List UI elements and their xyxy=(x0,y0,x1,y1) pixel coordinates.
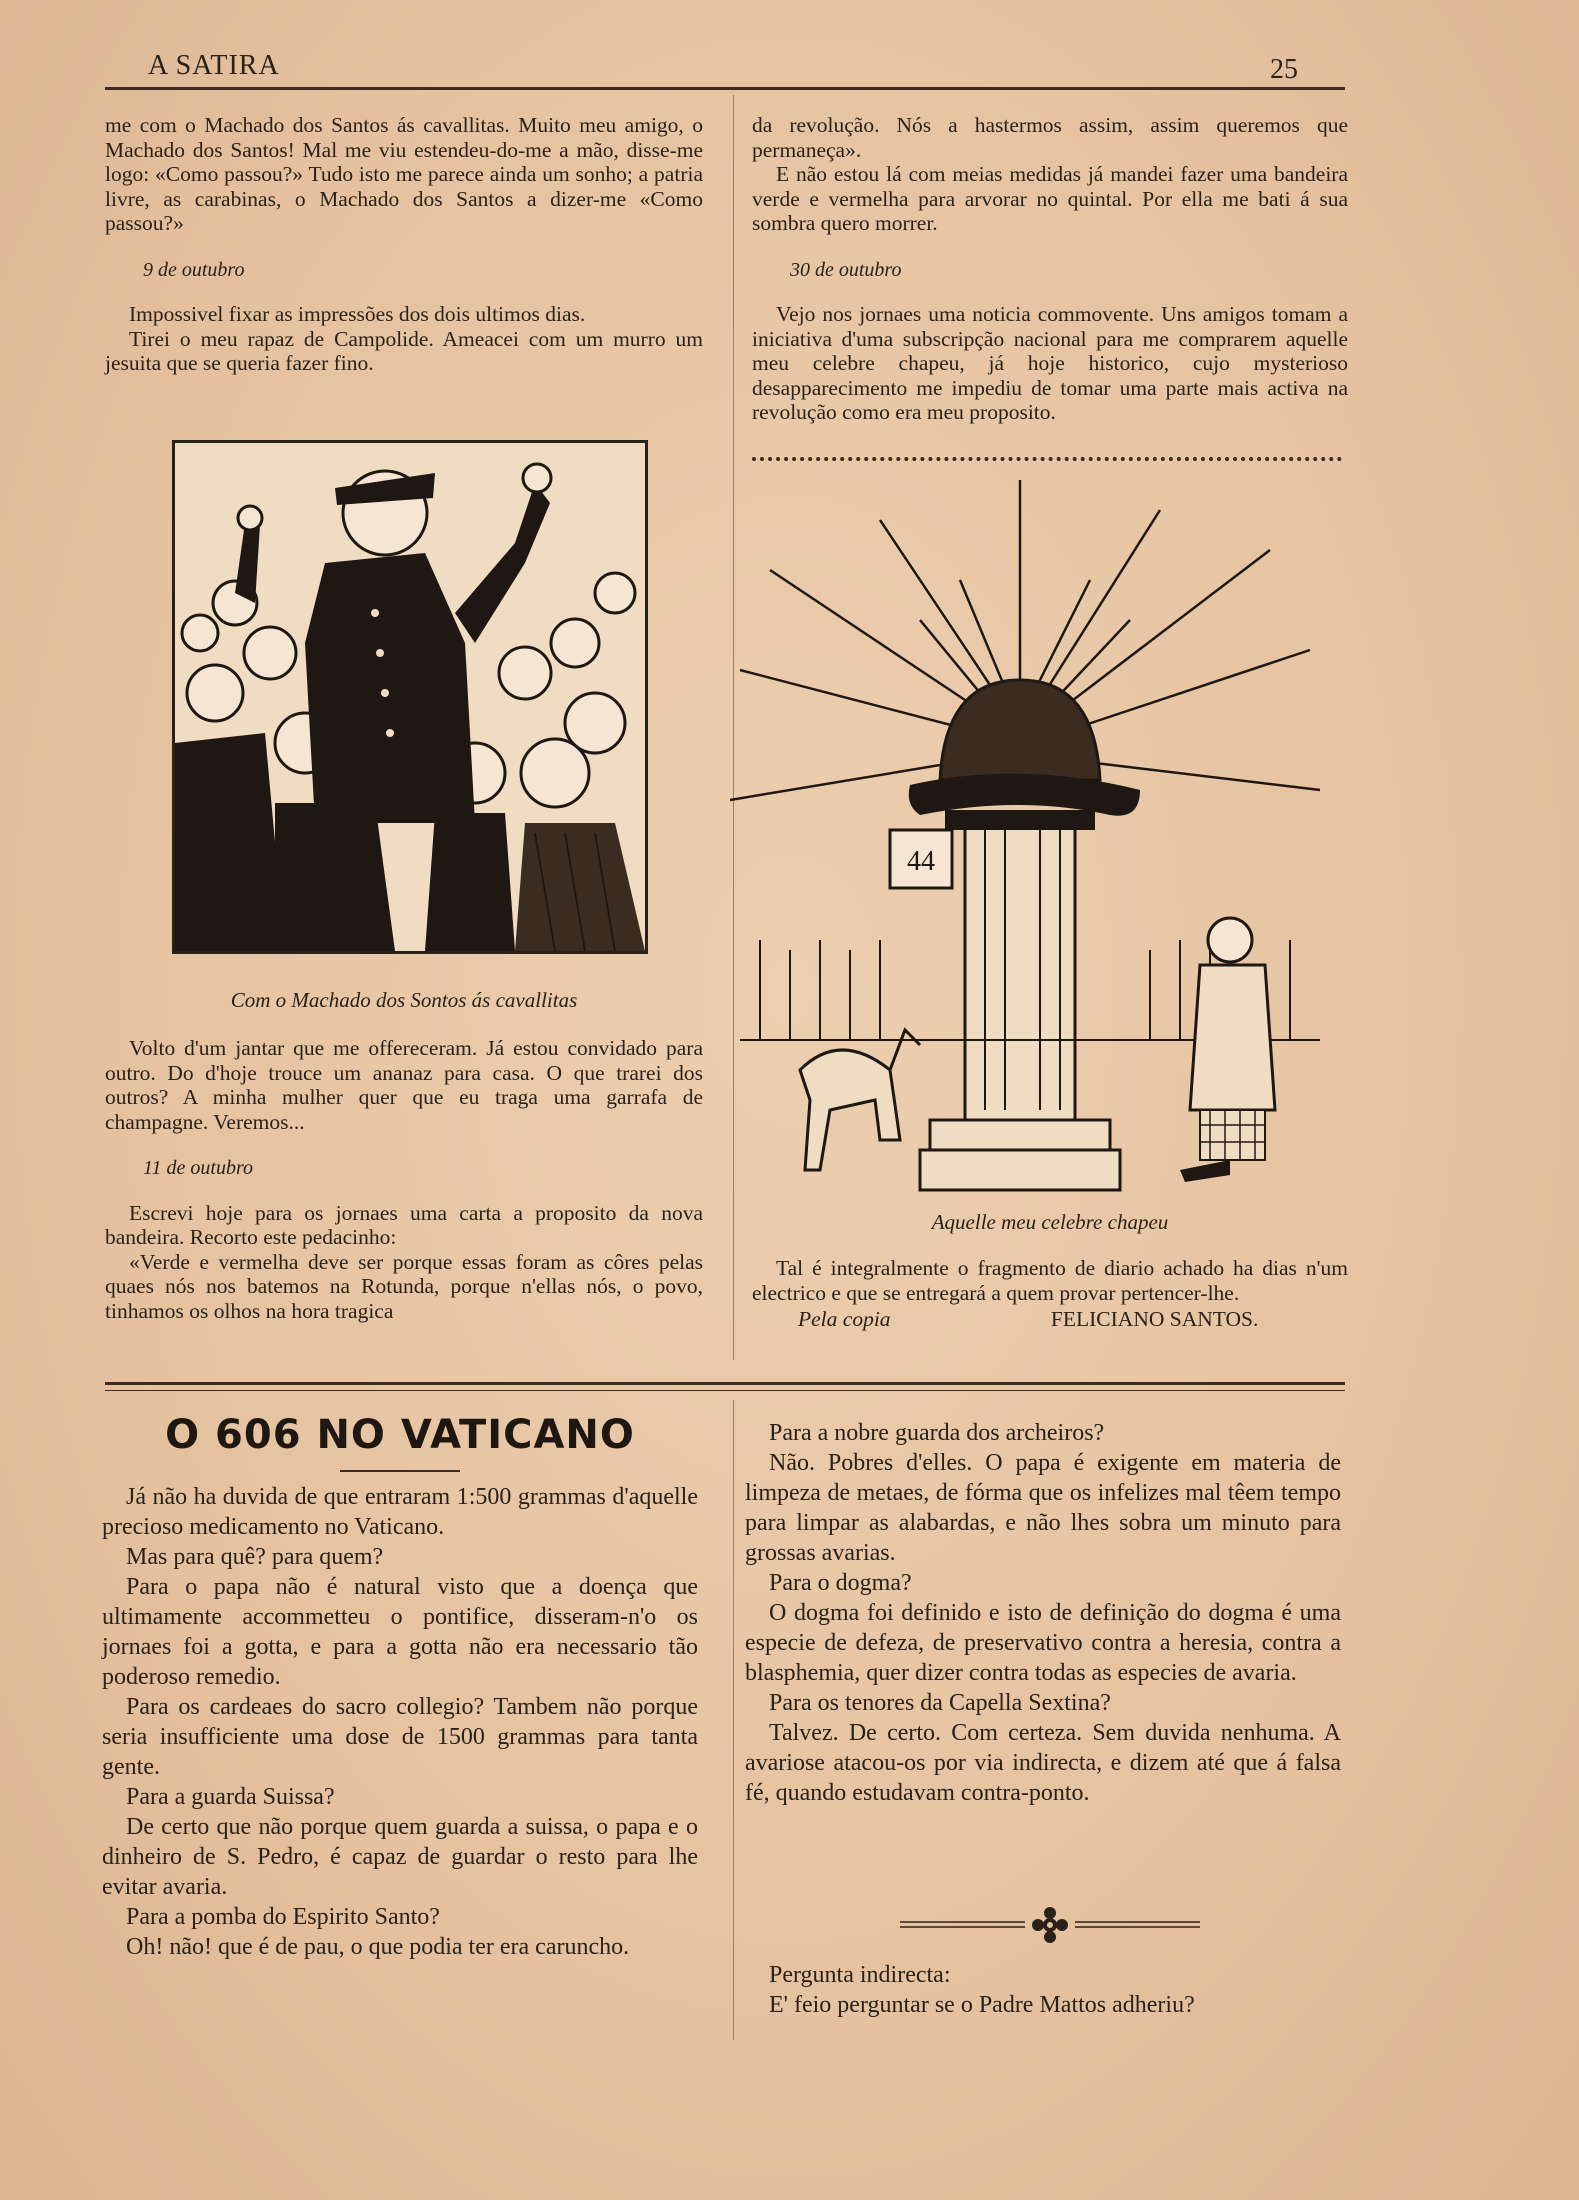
masthead-title: A SATIRA xyxy=(148,50,280,81)
article-paragraph: Não. Pobres d'elles. O papa é exigente em materia de limpeza de metaes, de fórma que os infelizes mal têem tempo para limpar as alabardas, e não lhes sobra um minuto para grossas avarias. xyxy=(745,1450,1341,1566)
article-paragraph: O dogma foi definido e isto de definição do dogma é uma especie de defeza, de preservativo contra a heresia, contra a blasphemia, quer dizer contra todas as especies de avaria. xyxy=(745,1600,1341,1686)
article-paragraph: Para os tenores da Capella Sextina? xyxy=(769,1690,1111,1716)
article-paragraph: Para a pomba do Espirito Santo? xyxy=(126,1904,440,1930)
diary-paragraph: Tirei o meu rapaz de Campolide. Ameacei com um murro um jesuita que se queria fazer fino. xyxy=(105,326,703,375)
caption-hat: Aquelle meu celebre chapeu xyxy=(931,1210,1169,1234)
article-paragraph: Para o papa não é natural visto que a doença que ultimamente accommetteu o pontifice, disseram-n'o os jornaes foi a gotta, e para a gotta não era necessario tão poderoso remedio. xyxy=(102,1574,698,1690)
diary-right-top xyxy=(752,113,1348,425)
hat-drawing xyxy=(730,470,1330,1200)
diary-paragraph: da revolução. Nós a hastermos assim, assim queremos que permaneça». xyxy=(752,113,1348,162)
article-paragraph: Para o dogma? xyxy=(769,1570,912,1596)
article-paragraph: Para a nobre guarda dos archeiros? xyxy=(769,1420,1105,1446)
page-number: 25 xyxy=(1270,54,1298,85)
article-right-column xyxy=(745,1418,1341,1808)
article-paragraph: Já não ha duvida de que entraram 1:500 grammas d'aquelle precioso medicamento no Vaticano. xyxy=(102,1484,698,1540)
diary-paragraph: E não estou lá com meias medidas já mandei fazer uma bandeira verde e vermelha para arvorar no quintal. Por ella me bati á sua sombra quero morrer. xyxy=(752,162,1348,235)
diary-paragraph: Impossivel fixar as impressões dos dois ultimos dias. xyxy=(129,302,586,326)
diary-paragraph: «Verde e vermelha deve ser porque essas foram as côres pelas quaes nós nos batemos na Rotunda, porque n'ellas nós, o povo, tinhamos os olhos na hora tragica xyxy=(105,1249,703,1323)
question-block xyxy=(745,1960,1345,2020)
article-paragraph: Para a guarda Suissa? xyxy=(126,1784,335,1810)
section-rule-thin xyxy=(105,1390,1345,1391)
illustration-crowd xyxy=(172,440,648,954)
signature-label: Pela copia xyxy=(798,1307,891,1331)
signature-name: FELICIANO SANTOS. xyxy=(1050,1307,1259,1331)
diary-paragraph: Vejo nos jornaes uma noticia commovente. Uns amigos tomam a iniciativa d'uma subscripção nacional para me comprarem aquelle meu celebre chapeu, já hoje historico, cujo mysterioso desapparecimento me impediu de tomar uma parte mais activa na revolução como era meu proposito. xyxy=(752,302,1348,424)
diary-paragraph: Volto d'um jantar que me offereceram. Já estou convidado para outro. Do d'hoje trouce um ananaz para casa. O que trarei dos outros? A minha mulher quer que eu traga uma garrafa de champagne. Veremos... xyxy=(105,1036,703,1134)
dateline-9-october: 9 de outubro xyxy=(143,258,245,281)
diary-left-top xyxy=(105,113,703,376)
question-label: Pergunta indirecta: xyxy=(769,1962,951,1988)
diary-intro: me com o Machado dos Santos ás cavallitas. Muito meu amigo, o Machado dos Santos! Mal me viu estendeu-do-me a mão, disse-me logo: «Como passou?» Tudo isto me parece ainda um sonho; a patria livre, as carabinas, o Machado dos Santos a dizer-me «Como passou?» xyxy=(105,113,703,235)
section-rule xyxy=(105,1382,1345,1385)
dateline-30-october: 30 de outubro xyxy=(790,258,902,281)
diary-right-bottom xyxy=(752,1256,1348,1332)
diary-left-bottom xyxy=(105,1036,703,1323)
diary-paragraph: Escrevi hoje para os jornaes uma carta a proposito da nova bandeira. Recorto este pedacinho: xyxy=(105,1200,703,1249)
hat-number: 44 xyxy=(907,846,935,877)
article-paragraph: Mas para quê? para quem? xyxy=(126,1544,384,1570)
article-title: O 606 NO VATICANO xyxy=(165,1412,635,1458)
ornament-divider xyxy=(900,1905,1200,1945)
signature-line xyxy=(752,1307,1348,1332)
illustration-hat xyxy=(730,470,1330,1200)
dateline-11-october: 11 de outubro xyxy=(143,1157,253,1179)
diary-paragraph: Tal é integralmente o fragmento de diario achado ha dias n'um electrico e que se entregará a quem provar pertencer-lhe. xyxy=(752,1256,1348,1305)
article-paragraph: De certo que não porque quem guarda a suissa, o papa e o dinheiro de S. Pedro, é capaz de guardar o resto para lhe evitar avaria. xyxy=(102,1814,698,1900)
header-rule xyxy=(105,87,1345,90)
article-paragraph: Oh! não! que é de pau, o que podia ter era caruncho. xyxy=(126,1934,630,1960)
flower-ornament-icon xyxy=(900,1905,1200,1945)
dotted-separator xyxy=(752,457,1342,461)
crowd-drawing xyxy=(175,443,645,951)
caption-crowd: Com o Machado dos Sontos ás cavallitas xyxy=(230,988,578,1012)
article-paragraph: Para os cardeaes do sacro collegio? Tambem não porque seria insufficiente uma dose de 1500 grammas para tanta gente. xyxy=(102,1694,698,1780)
column-divider xyxy=(733,1400,734,2040)
article-left-column xyxy=(102,1482,698,1962)
article-paragraph: Talvez. De certo. Com certeza. Sem duvida nenhuma. A avariose atacou-os por via indirecta, e dizem até que á falsa fé, quando estudavam contra-ponto. xyxy=(745,1720,1341,1806)
title-rule xyxy=(340,1470,460,1472)
question-text: E' feio perguntar se o Padre Mattos adheriu? xyxy=(769,1992,1195,2018)
